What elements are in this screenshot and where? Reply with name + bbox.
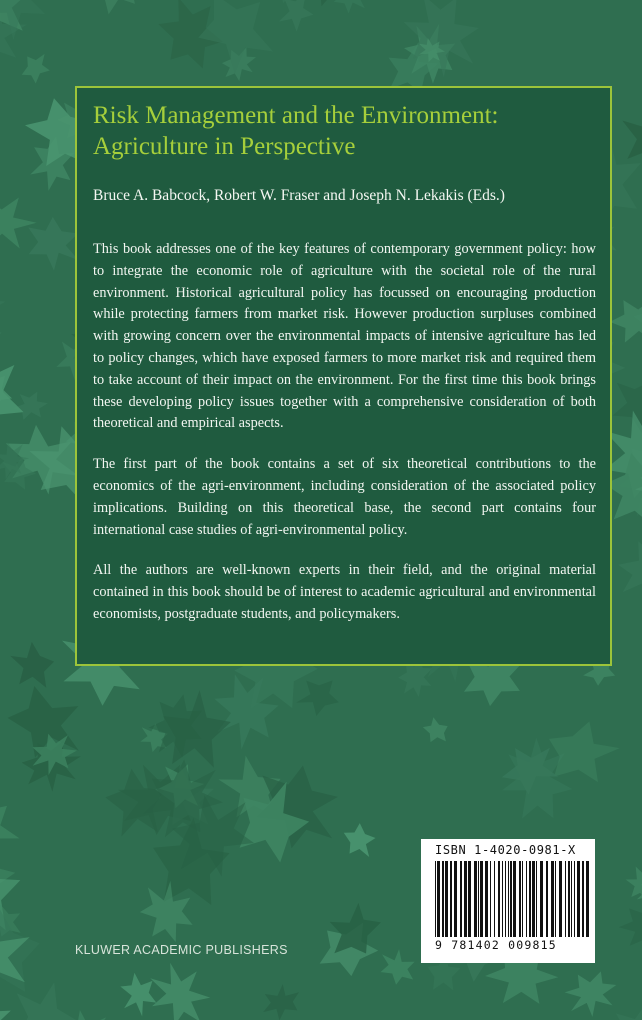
description-panel — [75, 86, 612, 666]
barcode-bar — [508, 861, 509, 937]
barcode-bars — [433, 861, 591, 937]
book-blurb — [93, 239, 596, 645]
book-editors: Bruce A. Babcock, Robert W. Fraser and Joseph N. Lekakis (Eds.) — [93, 187, 505, 204]
barcode-bar — [555, 861, 556, 937]
barcode-bar — [442, 861, 444, 937]
blurb-paragraph-3: All the authors are well-known experts in their field, and the original material contained in this book should be of interest to academic agricultural and environmental economists, postgraduate students, and policymakers. — [93, 562, 596, 622]
blurb-paragraph-1: This book addresses one of the key features of contemporary government policy: how to integrate the economic role of agriculture with the societal role of the rural environment. Historical agricultural policy has focussed on encouraging production while protecting farmers from market risk. However production surpluses combined with growing concern over the environmental impacts of intensive agriculture has led to policy changes, which have exposed farmers to more market risk and required them to take account of their impact on the environment. For the first time this book brings these developing policy issues together with a comprehensive consideration of both theoretical and empirical aspects. — [93, 241, 596, 432]
barcode-bar — [574, 861, 575, 937]
barcode-bar — [532, 861, 535, 937]
barcode-bar — [445, 861, 448, 937]
barcode-bar — [586, 861, 589, 937]
barcode-bar — [546, 861, 548, 937]
book-title-line-1: Risk Management and the Environment: — [93, 102, 499, 129]
barcode-bar — [536, 861, 537, 937]
barcode-bar — [454, 861, 457, 937]
publisher-name: KLUWER ACADEMIC PUBLISHERS — [75, 943, 288, 957]
barcode-bar — [571, 861, 572, 937]
barcode-bar — [450, 861, 452, 937]
barcode-bar — [526, 861, 527, 937]
isbn-barcode — [421, 839, 595, 963]
barcode-bar — [478, 861, 479, 937]
barcode-bar — [565, 861, 566, 937]
isbn-label: ISBN 1-4020-0981-X — [435, 843, 576, 857]
barcode-bar — [435, 861, 436, 937]
barcode-bar — [464, 861, 467, 937]
barcode-bar — [485, 861, 488, 937]
barcode-bar — [460, 861, 462, 937]
barcode-bar — [505, 861, 506, 937]
barcode-bar — [551, 861, 554, 937]
barcode-bar — [519, 861, 521, 937]
barcode-bar — [468, 861, 471, 937]
barcode-bar — [510, 861, 512, 937]
book-title-line-2: Agriculture in Perspective — [93, 133, 356, 160]
blurb-paragraph-2: The first part of the book contains a set of six theoretical contributions to the economics of the agri-environment, including consideration of the associated policy implications. Building on this theoretical base, the second part contains four international case studies of agri-environmental policy. — [93, 456, 596, 538]
barcode-bar — [494, 861, 495, 937]
barcode-bar — [568, 861, 570, 937]
barcode-bar — [502, 861, 503, 937]
barcode-bar — [529, 861, 531, 937]
barcode-bar — [577, 861, 580, 937]
barcode-bar — [437, 861, 440, 937]
barcode-bar — [513, 861, 516, 937]
barcode-bar — [582, 861, 584, 937]
barcode-bar — [559, 861, 562, 937]
barcode-bar — [522, 861, 523, 937]
book-title — [93, 100, 598, 162]
barcode-bar — [498, 861, 500, 937]
barcode-bar — [480, 861, 483, 937]
barcode-bar — [540, 861, 543, 937]
barcode-bar — [474, 861, 477, 937]
barcode-bar — [490, 861, 491, 937]
barcode-digits: 9 781402 009815 — [435, 938, 557, 952]
